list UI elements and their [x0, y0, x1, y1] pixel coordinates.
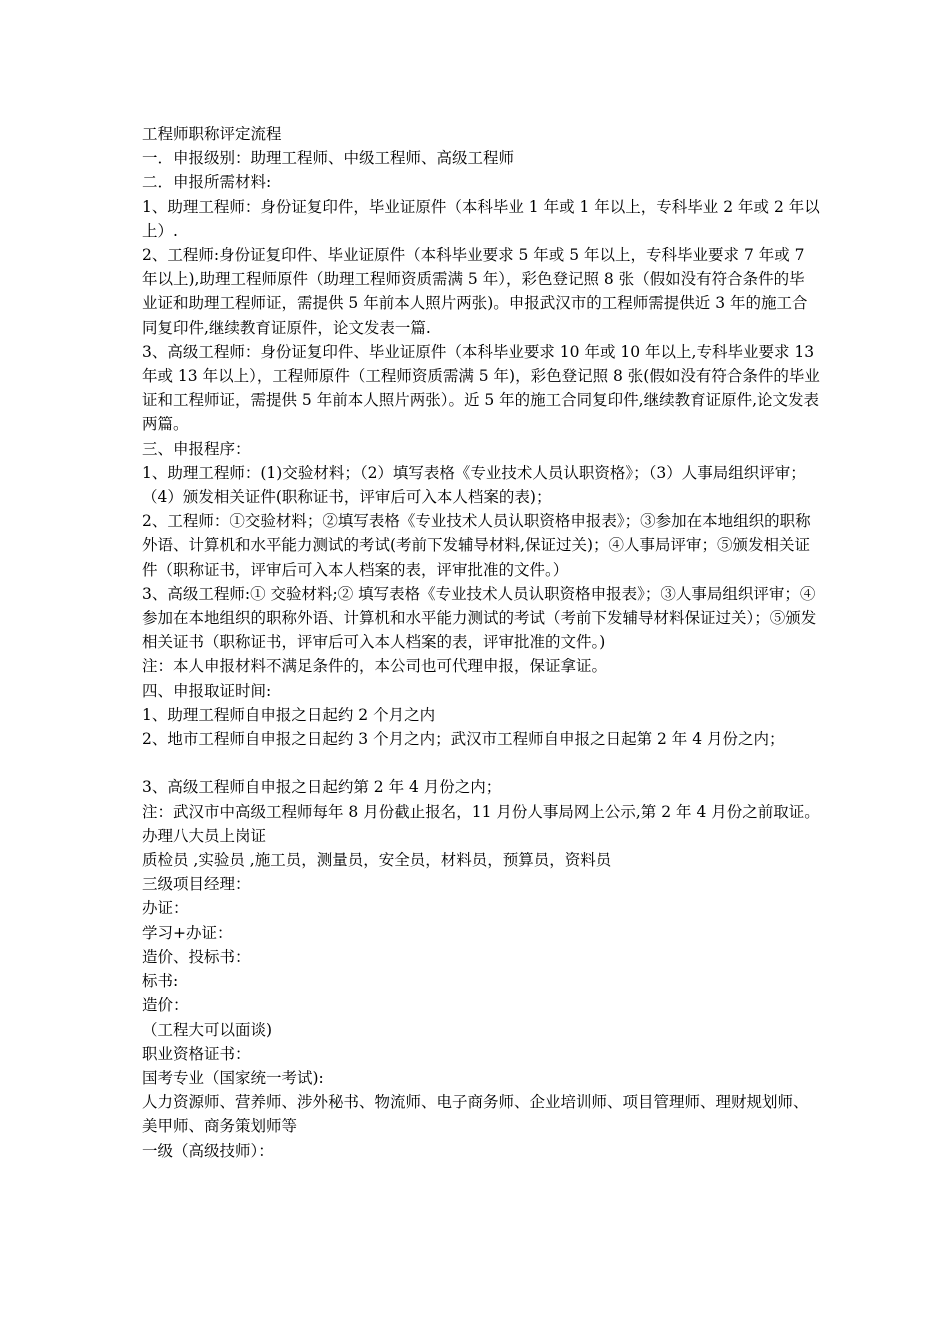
document-body [142, 122, 820, 1163]
cost-line: 造价： [142, 996, 189, 1015]
eight-staff-heading: 办理八大员上岗证 [142, 826, 267, 845]
procedure-note: 注：本人申报材料不满足条件的，本公司也可代理申报，保证拿证。 [142, 657, 608, 676]
certificate-line: 办证： [142, 899, 189, 918]
procedure-senior-engineer: 3、高级工程师:① 交验材料;② 填写表格《专业技术人员认职资格申报表》；③人事局组织评审；④参加在本地组织的职称外语、计算机和水平能力测试的考试（考前下发辅导材料保证过关）；⑤颁发相关证书（职称证书，评审后可入本人档案的表，评审批准的文件。) [142, 584, 817, 652]
level-one-heading: 一级（高级技师）： [142, 1141, 274, 1160]
section-4-heading: 四、申报取证时间: [142, 681, 272, 700]
time-note: 注：武汉市中高级工程师每年 8 月份截止报名，11 月份人事局网上公示,第 2 年 4 月份之前取证。 [142, 802, 820, 821]
negotiation-note: （工程大可以面谈) [142, 1020, 273, 1039]
time-engineer: 2、地市工程师自申报之日起约 3 个月之内；武汉市工程师自申报之日起第 2 年 4 月份之内； [142, 730, 785, 749]
study-certificate-line: 学习+办证： [142, 923, 233, 942]
procedure-engineer: 2、工程师：①交验材料；②填写表格《专业技术人员认职资格申报表》；③参加在本地组织的职称外语、计算机和水平能力测试的考试(考前下发辅导材料,保证过关)；④人事局评审；⑤颁发相关证件（职称证书，评审后可入本人档案的表，评审批准的文件。） [142, 512, 811, 579]
materials-assistant-engineer: 1、助理工程师：身份证复印件，毕业证原件（本科毕业 1 年或 1 年以上，专科毕业 2 年或 2 年以上）. [142, 197, 820, 240]
time-senior-engineer: 3、高级工程师自申报之日起约第 2 年 4 月份之内； [142, 778, 502, 797]
section-1-heading: 一．申报级别：助理工程师、中级工程师、高级工程师 [142, 149, 515, 168]
project-manager-heading: 三级项目经理： [142, 875, 251, 894]
qualification-heading: 职业资格证书： [142, 1044, 251, 1063]
section-3-heading: 三、申报程序： [142, 439, 251, 458]
national-exam-heading: 国考专业（国家统一考试): [142, 1068, 324, 1087]
time-assistant-engineer: 1、助理工程师自申报之日起约 2 个月之内 [142, 705, 436, 724]
doc-title: 工程师职称评定流程 [142, 125, 282, 143]
eight-staff-list: 质检员 ,实验员 ,施工员，测量员，安全员，材料员，预算员，资料员 [142, 851, 612, 870]
materials-engineer: 2、工程师:身份证复印件、毕业证原件（本科毕业要求 5 年或 5 年以上，专科毕业要求 7 年或 7 年以上),助理工程师原件（助理工程师资质需满 5 年），彩色登记照 8 张（假如没有符合条件的毕业证和助理工程师证，需提供 5 年前本人照片两张)。申报武汉市的工程师需提供近 3 年的施工合同复印件,继续教育证原件，论文发表一篇. [142, 246, 808, 337]
blank-line [142, 751, 820, 775]
procedure-assistant-engineer: 1、助理工程师：(1)交验材料；（2）填写表格《专业技术人员认职资格》；（3）人事局组织评审；（4）颁发相关证件(职称证书，评审后可入本人档案的表)； [142, 463, 806, 507]
materials-senior-engineer: 3、高级工程师：身份证复印件、毕业证原件（本科毕业要求 10 年或 10 年以上,专科毕业要求 13 年或 13 年以上），工程师原件（工程师资质需满 5 年)，彩色登记照 8 张(假如没有符合条件的毕业证和工程师证，需提供 5 年前本人照片两张）。近 5 年的施工合同复印件,继续教育证原件,论文发表两篇。 [142, 342, 820, 434]
section-2-heading: 二．申报所需材料: [142, 173, 272, 192]
national-exam-list: 人力资源师、营养师、涉外秘书、物流师、电子商务师、企业培训师、项目管理师、理财规划师、美甲师、商务策划师等 [142, 1093, 809, 1136]
cost-bid-heading: 造价、投标书： [142, 947, 251, 966]
bid-line: 标书: [142, 972, 179, 991]
